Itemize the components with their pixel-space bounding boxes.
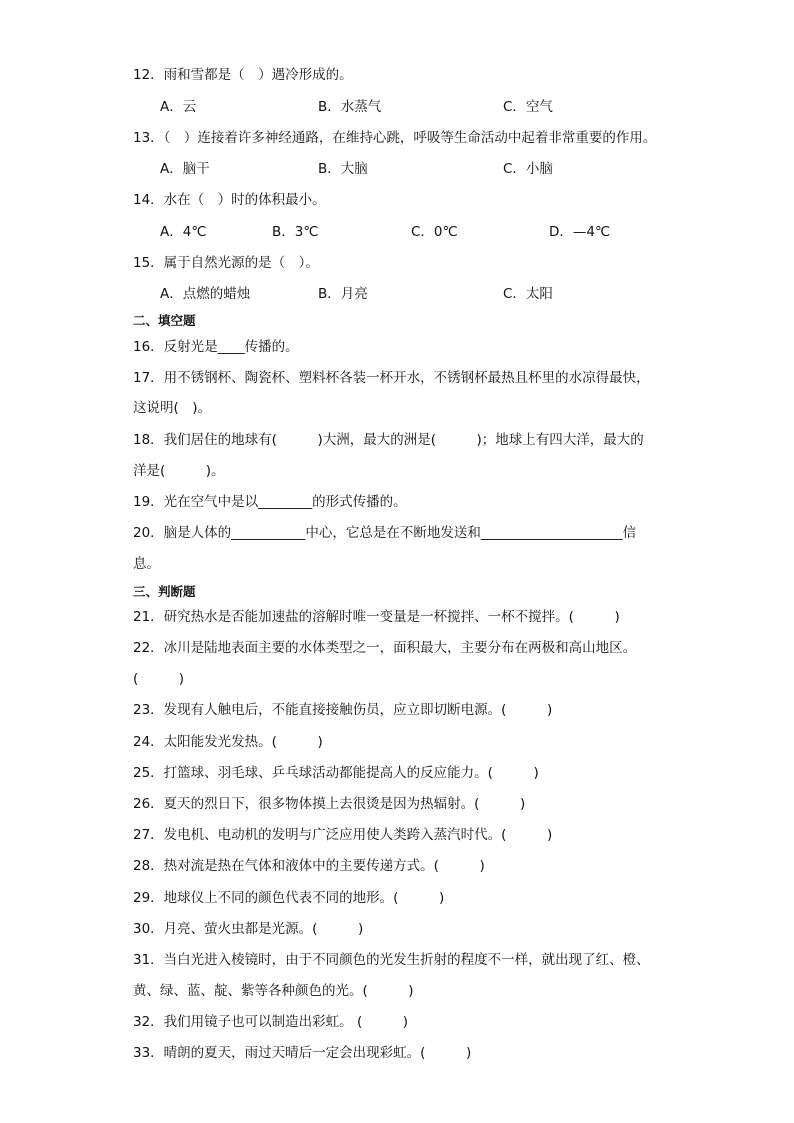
q15-option-b: B．月亮 [318, 286, 368, 302]
question-31-line2: 黄、绿、蓝、靛、紫等各种颜色的光。( ) [133, 983, 414, 999]
question-23: 23．发现有人触电后，不能直接接触伤员，应立即切断电源。( ) [133, 702, 553, 718]
q12-option-a: A．云 [160, 99, 197, 115]
question-25: 25．打篮球、羽毛球、乒乓球活动都能提高人的反应能力。( ) [133, 765, 539, 781]
question-24: 24．太阳能发光发热。( ) [133, 734, 323, 750]
question-33: 33．晴朗的夏天，雨过天晴后一定会出现彩虹。( ) [133, 1045, 472, 1061]
question-29: 29．地球仪上不同的颜色代表不同的地形。( ) [133, 890, 445, 906]
question-22-line2: ( ) [133, 671, 185, 687]
question-17-line1: 17．用不锈钢杯、陶瓷杯、塑料杯各装一杯开水，不锈钢杯最热且杯里的水凉得最快， [133, 370, 650, 386]
question-13: 13．（ ）连接着许多神经通路，在维持心跳，呼吸等生命活动中起着非常重要的作用。 [133, 130, 657, 146]
question-26: 26．夏天的烈日下，很多物体摸上去很烫是因为热辐射。( ) [133, 796, 526, 812]
q13-option-b: B．大脑 [318, 161, 368, 177]
q15-option-c: C．太阳 [503, 286, 553, 302]
question-17-line2: 这说明( )。 [133, 400, 212, 416]
question-27: 27．发电机、电动机的发明与广泛应用使人类跨入蒸汽时代。( ) [133, 827, 553, 843]
question-20-line2: 息。 [133, 556, 160, 572]
question-31-line1: 31．当白光进入棱镜时，由于不同颜色的光发生折射的程度不一样，就出现了红、橙、 [133, 952, 650, 968]
section-heading-fill-in: 二、填空题 [133, 313, 196, 328]
q14-option-d: D．—4℃ [549, 224, 611, 240]
q12-option-b: B．水蒸气 [318, 99, 382, 115]
q14-option-c: C．0℃ [411, 224, 458, 240]
question-12: 12．雨和雪都是（ ）遇冷形成的。 [133, 67, 353, 83]
question-18-line1: 18．我们居住的地球有( )大洲，最大的洲是( )；地球上有四大洋，最大的 [133, 432, 644, 448]
question-21: 21．研究热水是否能加速盐的溶解时唯一变量是一杯搅拌、一杯不搅拌。( ) [133, 609, 620, 625]
question-32: 32．我们用镜子也可以制造出彩虹。 ( ) [133, 1014, 409, 1030]
section-heading-true-false: 三、判断题 [133, 584, 196, 599]
q14-option-b: B．3℃ [272, 224, 319, 240]
q14-option-a: A．4℃ [160, 224, 207, 240]
question-15: 15．属于自然光源的是（ ）。 [133, 255, 319, 271]
question-28: 28．热对流是热在气体和液体中的主要传递方式。( ) [133, 858, 485, 874]
q12-option-c: C．空气 [503, 99, 553, 115]
question-16: 16．反射光是____传播的。 [133, 339, 299, 355]
question-14: 14．水在（ ）时的体积最小。 [133, 192, 326, 208]
question-18-line2: 洋是( )。 [133, 463, 225, 479]
question-20-line1: 20．脑是人体的___________中心，它总是在不断地发送和_____________________信 [133, 525, 637, 541]
question-22-line1: 22．冰川是陆地表面主要的水体类型之一，面积最大，主要分布在两极和高山地区。 [133, 640, 637, 656]
q15-option-a: A．点燃的蜡烛 [160, 286, 251, 302]
question-30: 30．月亮、萤火虫都是光源。( ) [133, 921, 364, 937]
q13-option-a: A．脑干 [160, 161, 210, 177]
q13-option-c: C．小脑 [503, 161, 553, 177]
question-19: 19．光在空气中是以________的形式传播的。 [133, 494, 407, 510]
